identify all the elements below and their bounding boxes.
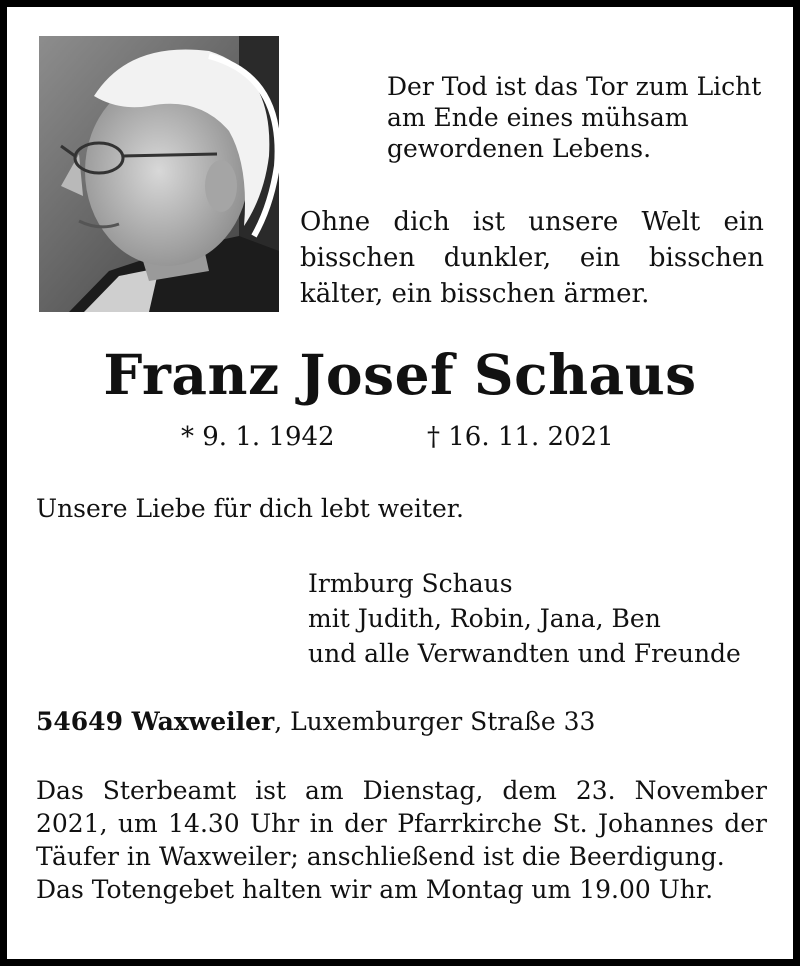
word: Das (36, 776, 84, 805)
family-signature (308, 566, 741, 671)
word: 14.30 (168, 809, 240, 838)
service-line (36, 774, 767, 807)
word: am (305, 776, 344, 805)
quote-intro-line: gewordenen Lebens. (387, 134, 652, 163)
address (36, 705, 595, 739)
portrait-image (39, 36, 279, 312)
family-line: und alle Verwandten und Freunde (308, 639, 741, 668)
word: um (117, 809, 158, 838)
word: 23. (575, 776, 616, 805)
family-line: Irmburg Schaus (308, 569, 513, 598)
word: bisschen (300, 243, 416, 273)
word: dem (502, 776, 557, 805)
family-line: mit Judith, Robin, Jana, Ben (308, 604, 661, 633)
death-date: † 16. 11. 2021 (427, 422, 614, 452)
word: Welt (641, 207, 701, 237)
word: Johannes (597, 809, 714, 838)
word: in (309, 809, 334, 838)
word: der (344, 809, 387, 838)
quote-main (300, 204, 764, 312)
address-street: , Luxemburger Straße 33 (274, 707, 596, 736)
quote-main-line: kälter, ein bisschen ärmer. (300, 279, 650, 309)
word: Pfarrkirche (397, 809, 543, 838)
word: unsere (528, 207, 619, 237)
word: Dienstag, (362, 776, 484, 805)
quote-main-line (300, 240, 764, 276)
service-info (36, 774, 767, 906)
quote-intro-line: am Ende eines mühsam (387, 103, 689, 132)
quote-intro-line: Der Tod ist das Tor zum Licht (387, 72, 762, 101)
service-line: Täufer in Waxweiler; anschließend ist die Beerdigung. (36, 842, 725, 871)
word: November (634, 776, 767, 805)
word: 2021, (36, 809, 108, 838)
address-place: 54649 Waxweiler (36, 707, 275, 736)
word: dich (393, 207, 450, 237)
service-line: Das Totengebet halten wir am Montag um 19.00 Uhr. (36, 875, 714, 904)
service-line (36, 807, 767, 840)
word: St. (552, 809, 588, 838)
word: Sterbeamt (102, 776, 237, 805)
birth-date: * 9. 1. 1942 (181, 422, 335, 452)
word: ist (255, 776, 287, 805)
word: ein (579, 243, 621, 273)
word: ein (723, 207, 764, 237)
word: der (724, 809, 767, 838)
word: Uhr (250, 809, 300, 838)
word: dunkler, (443, 243, 552, 273)
quote-intro (387, 71, 761, 164)
farewell-message: Unsere Liebe für dich lebt weiter. (36, 494, 464, 523)
word: bisschen (648, 243, 764, 273)
portrait-photo (39, 36, 279, 312)
word: ist (472, 207, 506, 237)
quote-main-line (300, 204, 764, 240)
word: Ohne (300, 207, 371, 237)
deceased-name: Franz Josef Schaus (103, 342, 697, 407)
